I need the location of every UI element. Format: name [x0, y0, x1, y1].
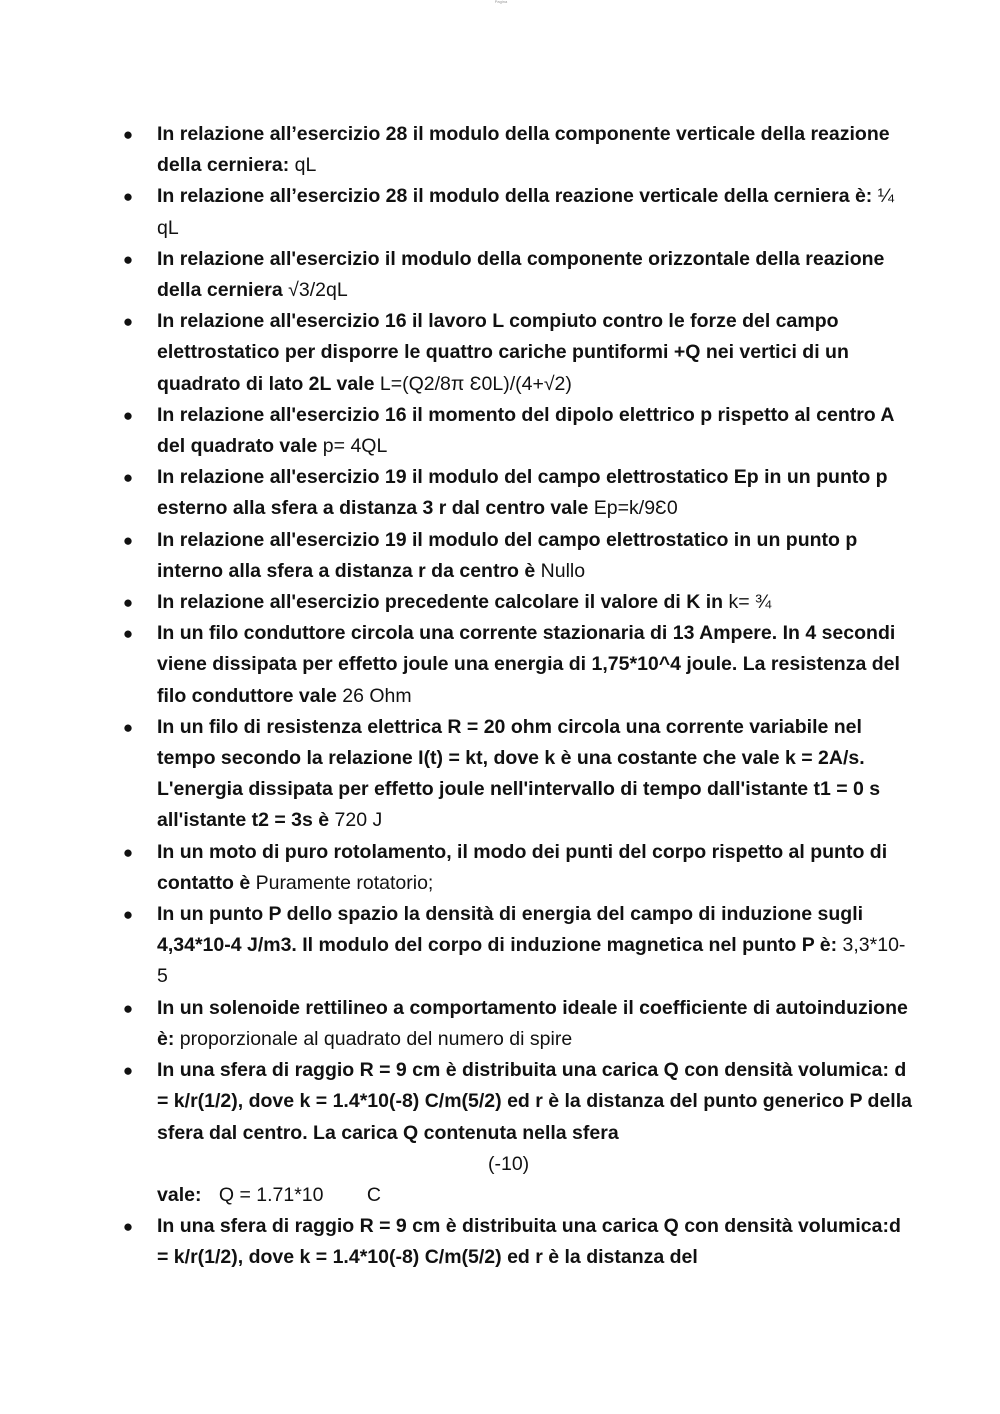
- answer-text: 26 Ohm: [336, 684, 412, 707]
- list-item: [122, 1055, 912, 1211]
- answer-text: Puramente rotatorio;: [250, 871, 434, 894]
- question-text: In un punto P dello spazio la densità di energia del campo di induzione sugli 4,34*10-4 J/m3. Il modulo del corpo di induzione magnetica nel punto P è:: [157, 903, 864, 957]
- bullet-icon: ●: [122, 125, 134, 144]
- list-item: [122, 618, 912, 712]
- bullet-icon: ●: [122, 905, 134, 925]
- answer-text: Ep=k/9Ɛ0: [588, 497, 678, 520]
- answer-line: [157, 1152, 912, 1211]
- list-item: [122, 525, 912, 587]
- bullet-icon: ●: [122, 717, 134, 737]
- question-list: [122, 119, 912, 1273]
- bullet-icon: ●: [122, 468, 134, 488]
- answer-text: Nullo: [535, 559, 586, 582]
- answer-text: L=(Q2/8π Ɛ0L)/(4+√2): [374, 372, 572, 395]
- bullet-icon: ●: [122, 842, 134, 862]
- bullet-icon: ●: [122, 593, 134, 613]
- question-text: In relazione all'esercizio 19 il modulo del campo elettrostatico in un punto p interno alla sfera a distanza r da centro è: [157, 528, 858, 582]
- question-text: In relazione all'esercizio precedente calcolare il valore di K in: [157, 591, 724, 614]
- answer-text: 720 J: [329, 809, 383, 832]
- bullet-icon: ●: [122, 405, 134, 425]
- answer-text: qL: [289, 154, 317, 177]
- question-text: In relazione all’esercizio 28 il modulo della componente verticale della reazione della cerniera:: [157, 123, 890, 177]
- list-item: [122, 400, 912, 462]
- question-text-end: vale:: [157, 1183, 202, 1206]
- list-item: [122, 587, 912, 618]
- answer-text: √3/2qL: [282, 279, 348, 302]
- list-item: [122, 712, 912, 837]
- question-text: In un solenoide rettilineo a comportamento ideale il coefficiente di autoinduzione è:: [157, 996, 908, 1050]
- list-item: [122, 119, 912, 181]
- answer-text: proporzionale al quadrato del numero di spire: [174, 1027, 573, 1050]
- question-text: In relazione all'esercizio il modulo della componente orizzontale della reazione della cerniera: [157, 247, 885, 302]
- question-text: In un filo di resistenza elettrica R = 20 ohm circola una corrente variabile nel tempo secondo la relazione I(t) = kt, dove k è una costante che vale k = 2A/s. L'energia dissipata per effetto joule nell'intervallo di tempo dall'istante t1 = 0 s all'istante t2 = 3s è: [157, 715, 881, 832]
- exponent-text: (-10): [488, 1152, 530, 1175]
- list-item: [122, 993, 912, 1055]
- bullet-icon: ●: [122, 530, 134, 550]
- bullet-icon: ●: [122, 187, 134, 207]
- page-header-mark: Pagina: [494, 0, 508, 4]
- question-text: In un moto di puro rotolamento, il modo dei punti del corpo rispetto al punto di contatto è: [157, 840, 888, 894]
- question-text: In relazione all’esercizio 28 il modulo della reazione verticale della cerniera è:: [157, 185, 873, 208]
- answer-text: k= ¾: [723, 591, 772, 614]
- answer-text: p= 4QL: [317, 435, 388, 458]
- list-item: [122, 462, 912, 524]
- question-text: In relazione all'esercizio 19 il modulo del campo elettrostatico Ep in un punto p esterno alla sfera a distanza 3 r dal centro vale: [157, 466, 888, 520]
- answer-text: ¼ qL: [157, 185, 894, 239]
- list-item: [122, 837, 912, 899]
- bullet-icon: ●: [122, 249, 134, 269]
- list-item: [122, 181, 912, 243]
- answer-unit: C: [366, 1183, 382, 1206]
- list-item: [122, 306, 912, 400]
- list-item: [122, 899, 912, 993]
- bullet-icon: ●: [122, 1061, 134, 1081]
- question-text: In relazione all'esercizio 16 il momento del dipolo elettrico p rispetto al centro A del quadrato vale: [157, 403, 894, 458]
- bullet-icon: ●: [122, 624, 134, 644]
- bullet-icon: ●: [122, 1217, 134, 1237]
- question-text: In un filo conduttore circola una corrente stazionaria di 13 Ampere. In 4 secondi viene dissipata per effetto joule una energia di 1,75*10^4 joule. La resistenza del filo conduttore vale: [157, 622, 900, 707]
- question-text: In una sfera di raggio R = 9 cm è distribuita una carica Q con densità volumica:d = k/r(1/2), dove k = 1.4*10(-8) C/m(5/2) ed r è la distanza del: [157, 1215, 901, 1269]
- document-page: [122, 119, 912, 1273]
- answer-text: Q = 1.71*10: [218, 1183, 324, 1206]
- list-item: [122, 1211, 912, 1273]
- list-item: [122, 244, 912, 306]
- question-text: In relazione all'esercizio 16 il lavoro L compiuto contro le forze del campo elettrostatico per disporre le quattro cariche puntiformi +Q nei vertici di un quadrato di lato 2L vale: [157, 310, 849, 395]
- bullet-icon: ●: [122, 312, 134, 332]
- answer-text: 3,3*10-5: [157, 934, 906, 988]
- question-text: In una sfera di raggio R = 9 cm è distribuita una carica Q con densità volumica: d = k/r(1/2), dove k = 1.4*10(-8) C/m(5/2) ed r è la distanza del punto generico P della sfera dal centro. La carica Q contenuta nella sfera: [157, 1059, 912, 1144]
- bullet-icon: ●: [122, 998, 134, 1018]
